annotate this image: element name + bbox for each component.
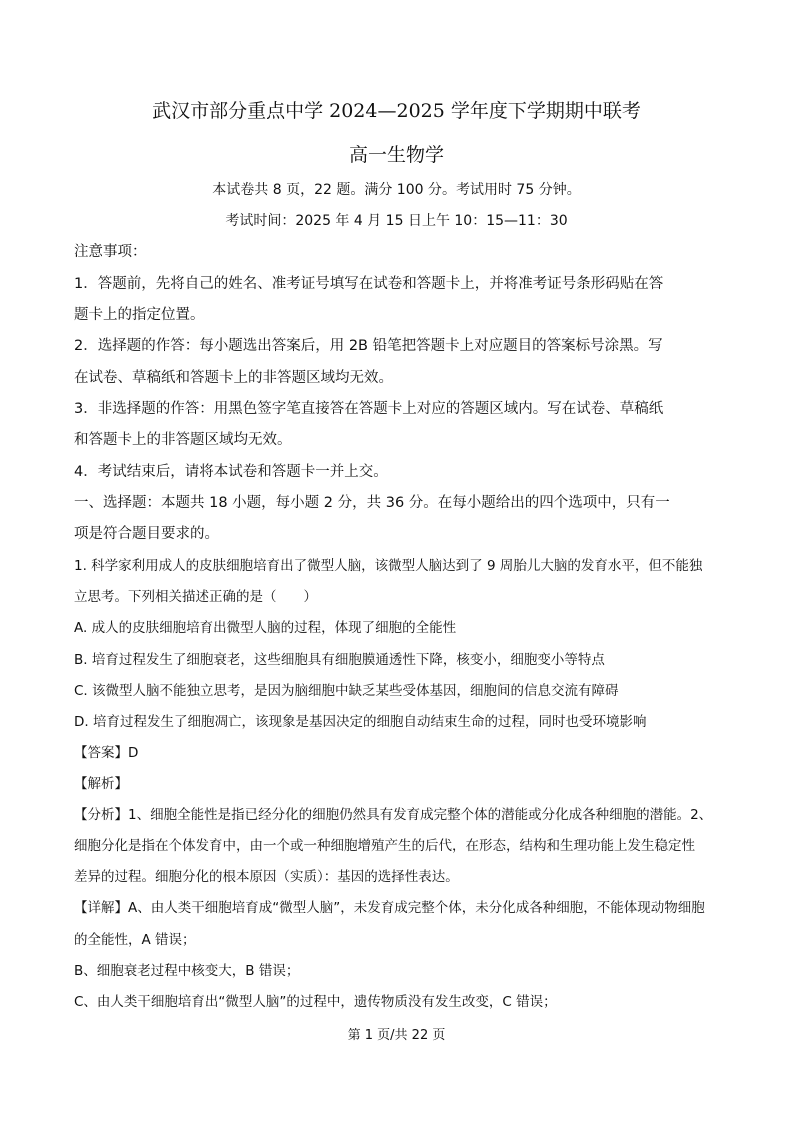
section-heading: 一、选择题：本题共 18 小题，每小题 2 分，共 36 分。在每小题给出的四个选项中，只有一 — [74, 495, 670, 511]
analysis-line: B、细胞衰老过程中核变大，B 错误； — [74, 963, 300, 979]
option-d: D. 培育过程发生了细胞凋亡，该现象是基因决定的细胞自动结束生命的过程，同时也受环境影响 — [74, 714, 647, 730]
question-stem: 立思考。下列相关描述正确的是（ ） — [74, 589, 317, 605]
answer: 【答案】D — [74, 745, 139, 761]
notice-line: 1．答题前，先将自己的姓名、准考证号填写在试卷和答题卡上，并将准考证号条形码贴在答 — [74, 276, 664, 292]
exam-info-time: 考试时间：2025 年 4 月 15 日上午 10：15—11：30 — [225, 213, 568, 229]
question-stem: 1. 科学家利用成人的皮肤细胞培育出了微型人脑，该微型人脑达到了 9 周胎儿大脑的发育水平，但不能独 — [74, 558, 703, 574]
notice-line: 题卡上的指定位置。 — [74, 307, 205, 323]
option-c: C. 该微型人脑不能独立思考，是因为脑细胞中缺乏某些受体基因，细胞间的信息交流有障碍 — [74, 683, 619, 699]
notice-heading: 注意事项： — [74, 244, 147, 260]
option-b: B. 培育过程发生了细胞衰老，这些细胞具有细胞膜通透性下降，核变小，细胞变小等特点 — [74, 652, 605, 668]
notice-line: 2．选择题的作答：每小题选出答案后，用 2B 铅笔把答题卡上对应题目的答案标号涂黑。写 — [74, 338, 663, 354]
page-number: 第 1 页/共 22 页 — [347, 1028, 446, 1043]
option-a: A. 成人的皮肤细胞培育出微型人脑的过程，体现了细胞的全能性 — [74, 620, 457, 636]
exam-info-pages: 本试卷共 8 页，22 题。满分 100 分。考试用时 75 分钟。 — [212, 182, 581, 198]
analysis-line: 差异的过程。细胞分化的根本原因（实质）：基因的选择性表达。 — [74, 869, 459, 885]
notice-line: 3．非选择题的作答：用黑色签字笔直接答在答题卡上对应的答题区域内。写在试卷、草稿纸 — [74, 401, 664, 417]
section-heading: 项是符合题目要求的。 — [74, 526, 219, 542]
analysis-line: 细胞分化是指在个体发育中，由一个或一种细胞增殖产生的后代，在形态，结构和生理功能上发生稳定性 — [74, 838, 695, 854]
analysis-line: 【详解】A、由人类干细胞培育成“微型人脑”，未发育成完整个体，未分化成各种细胞，不能体现动物细胞 — [74, 900, 705, 916]
analysis-heading: 【解析】 — [74, 776, 128, 792]
analysis-line: 的全能性，A 错误； — [74, 932, 196, 948]
notice-line: 4．考试结束后，请将本试卷和答题卡一并上交。 — [74, 464, 388, 480]
exam-subject: 高一生物学 — [348, 144, 444, 166]
notice-line: 在试卷、草稿纸和答题卡上的非答题区域均无效。 — [74, 370, 393, 386]
exam-title: 武汉市部分重点中学 2024—2025 学年度下学期期中联考 — [152, 100, 641, 122]
analysis-line: 【分析】1、细胞全能性是指已经分化的细胞仍然具有发育成完整个体的潜能或分化成各种细胞的潜能。2、 — [74, 807, 713, 823]
notice-line: 和答题卡上的非答题区域均无效。 — [74, 432, 292, 448]
analysis-line: C、由人类干细胞培育出“微型人脑”的过程中，遗传物质没有发生改变，C 错误； — [74, 994, 557, 1010]
